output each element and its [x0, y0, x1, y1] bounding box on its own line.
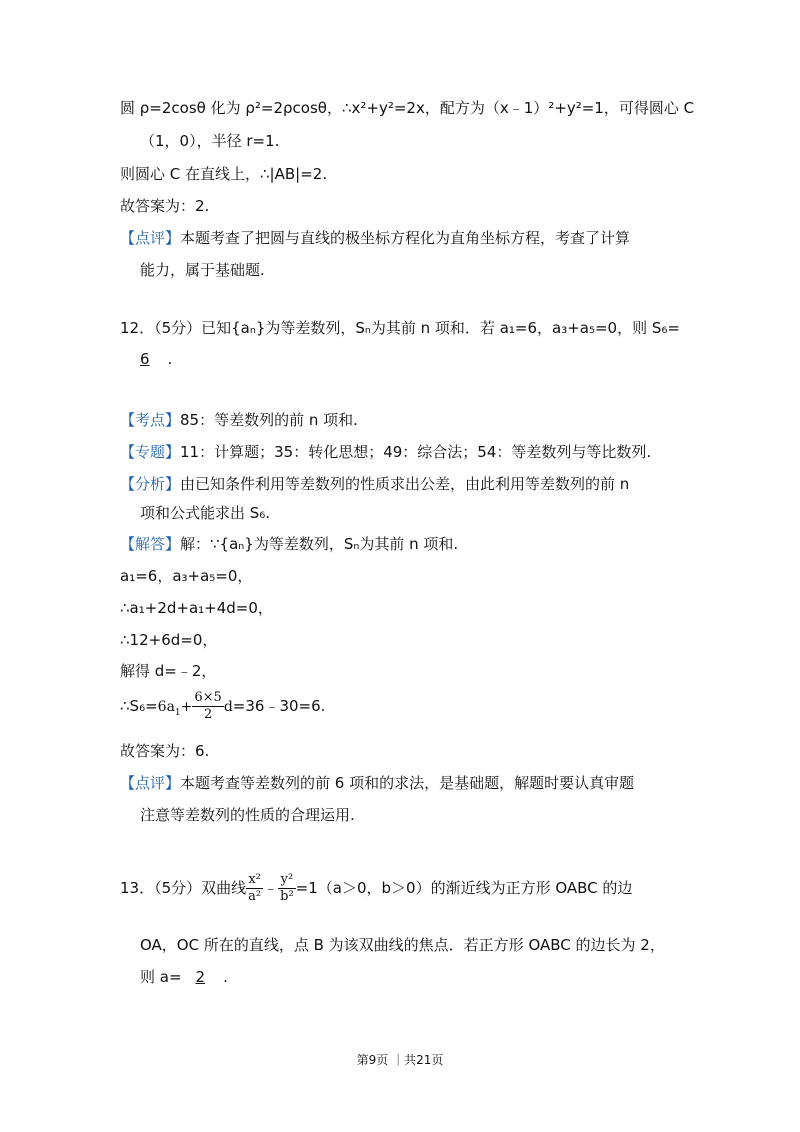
text: ∴S₆= — [120, 697, 158, 715]
text: + — [180, 699, 193, 715]
text-line: 故答案为：6. — [120, 742, 210, 760]
kaodian-line — [120, 410, 358, 430]
text-line: OA，OC 所在的直线，点 B 为该双曲线的焦点．若正方形 OABC 的边长为 2， — [140, 936, 665, 954]
denominator: 2 — [203, 707, 213, 722]
text: 13．（5分）双曲线 — [120, 879, 247, 897]
question-12: 12．（5分）已知{aₙ}为等差数列，Sₙ为其前 n 项和．若 a₁=6，a₃+a₅=0，则 S₆= — [120, 319, 680, 337]
text: 1 — [174, 707, 181, 718]
denominator: a² — [248, 889, 262, 904]
fraction — [192, 690, 223, 723]
math-term — [157, 699, 193, 718]
text-line: 项和公式能求出 S₆. — [140, 504, 271, 522]
numerator: y² — [278, 872, 296, 889]
comment-line — [120, 773, 634, 793]
answer-blank: 6 — [140, 350, 150, 368]
question-13-answer-line — [140, 967, 228, 987]
text-line: 故答案为：2. — [120, 197, 210, 215]
text-line: 圆 ρ=2cosθ 化为 ρ²=2ρcosθ，∴x²+y²=2x，配方为（x﹣1）²+y²=1，可得圆心 C — [120, 99, 695, 117]
text: ﹣ — [263, 879, 279, 897]
text: 解：∵{aₙ}为等差数列，Sₙ为其前 n 项和. — [180, 535, 459, 553]
zhuanti-line — [120, 442, 651, 462]
text: 85：等差数列的前 n 项和. — [180, 411, 358, 429]
solution-step: ∴a₁+2d+a₁+4d=0， — [120, 599, 273, 617]
section-tag: 【专题】 — [120, 443, 181, 461]
text-line: 注意等差数列的性质的合理运用. — [140, 806, 355, 824]
text: =1（a＞0，b＞0）的渐近线为正方形 OABC 的边 — [295, 879, 633, 897]
section-tag: 【解答】 — [120, 535, 181, 553]
section-tag: 【考点】 — [120, 411, 181, 429]
text: 本题考查等差数列的前 6 项和的求法，是基础题，解题时要认真审题 — [180, 774, 635, 792]
section-tag: 【点评】 — [120, 229, 181, 247]
question-13 — [120, 872, 632, 905]
denominator: b² — [280, 889, 294, 904]
text: 则 a= — [140, 968, 182, 986]
text: =36﹣30=6. — [232, 697, 326, 715]
text-line: （1，0），半径 r=1. — [140, 132, 280, 150]
comment-line — [120, 228, 630, 248]
numerator: 6×5 — [194, 690, 222, 705]
question-12-answer-line — [140, 349, 172, 369]
fenxi-line — [120, 474, 629, 494]
fraction — [246, 872, 263, 905]
text-line: 能力，属于基础题. — [140, 261, 265, 279]
text: . — [167, 350, 173, 368]
text: 11：计算题；35：转化思想；49：综合法；54：等差数列与等比数列. — [180, 443, 652, 461]
solution-step: ∴12+6d=0， — [120, 631, 218, 649]
text: 6a — [157, 699, 175, 715]
solution-step: a₁=6，a₃+a₅=0， — [120, 567, 253, 585]
math-term: d — [223, 699, 233, 715]
section-tag: 【分析】 — [120, 475, 181, 493]
numerator: x² — [246, 872, 263, 889]
text: 本题考查了把圆与直线的极坐标方程化为直角坐标方程，考查了计算 — [180, 229, 631, 247]
solution-step-sum — [120, 690, 325, 723]
fraction — [278, 872, 296, 905]
text: 由已知条件利用等差数列的性质求出公差，由此利用等差数列的前 n — [180, 475, 630, 493]
solution-step: 解得 d=﹣2， — [120, 662, 217, 680]
page-footer: 第9页 ｜共21页 — [356, 1053, 444, 1067]
section-tag: 【点评】 — [120, 774, 181, 792]
text: . — [223, 968, 228, 986]
text-line: 则圆心 C 在直线上，∴|AB|=2. — [120, 165, 328, 183]
answer-blank: 2 — [195, 968, 206, 986]
jieda-line — [120, 534, 458, 554]
